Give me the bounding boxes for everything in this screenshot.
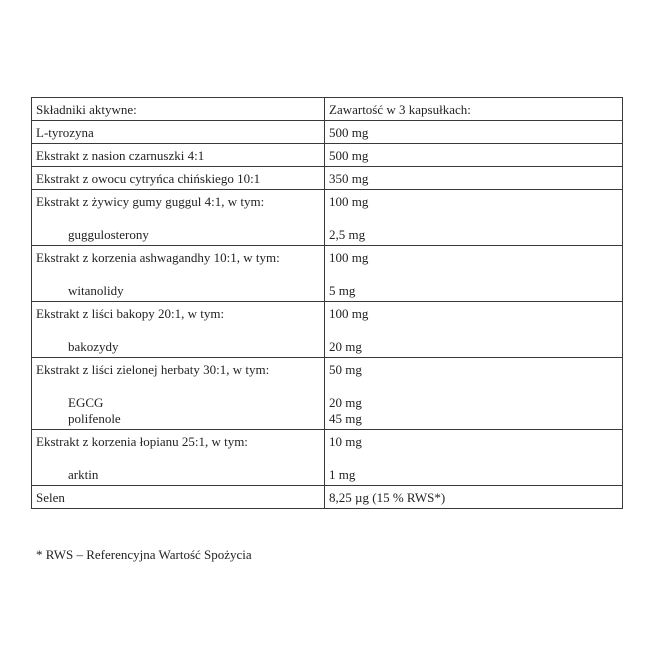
sub-ingredient-name: EGCG xyxy=(68,395,104,410)
table-row xyxy=(32,302,623,358)
table-row xyxy=(32,190,623,246)
ingredient-amount: 100 mg xyxy=(329,306,369,321)
amount-cell xyxy=(325,302,623,358)
table-row xyxy=(32,486,623,509)
ingredient-name: Ekstrakt z korzenia ashwagandhy 10:1, w tym: xyxy=(36,250,280,265)
table-row xyxy=(32,430,623,486)
header-content: Zawartość w 3 kapsułkach: xyxy=(325,98,623,121)
ingredient-cell xyxy=(32,302,325,358)
ingredient-name: Ekstrakt z żywicy gumy guggul 4:1, w tym: xyxy=(36,194,265,209)
sub-ingredient-amount: 5 mg xyxy=(329,283,356,298)
ingredient-name: Ekstrakt z liści bakopy 20:1, w tym: xyxy=(36,306,225,321)
footnote: * RWS – Referencyjna Wartość Spożycia xyxy=(36,547,252,562)
sub-ingredient-name: bakozydy xyxy=(68,339,119,354)
ingredient-amount: 50 mg xyxy=(329,362,362,377)
table-row xyxy=(32,358,623,430)
ingredient-cell xyxy=(32,246,325,302)
sub-ingredient-name: arktin xyxy=(68,467,99,482)
amount-cell xyxy=(325,190,623,246)
ingredient-cell xyxy=(32,430,325,486)
amount-cell xyxy=(325,430,623,486)
ingredient-name: Ekstrakt z korzenia łopianu 25:1, w tym: xyxy=(36,434,248,449)
ingredient-amount: 500 mg xyxy=(325,144,623,167)
sub-ingredient-name: polifenole xyxy=(68,411,121,426)
sub-ingredient-amount: 45 mg xyxy=(329,411,362,426)
table-row xyxy=(32,121,623,144)
sub-ingredient-amount: 1 mg xyxy=(329,467,356,482)
ingredient-amount: 500 mg xyxy=(325,121,623,144)
table-row xyxy=(32,246,623,302)
ingredients-document xyxy=(31,97,622,509)
amount-cell xyxy=(325,358,623,430)
ingredient-name: L-tyrozyna xyxy=(32,121,325,144)
ingredient-amount: 350 mg xyxy=(325,167,623,190)
ingredient-name: Ekstrakt z nasion czarnuszki 4:1 xyxy=(32,144,325,167)
header-ingredient: Składniki aktywne: xyxy=(32,98,325,121)
ingredient-amount: 100 mg xyxy=(329,194,369,209)
table-row xyxy=(32,144,623,167)
ingredient-amount: 8,25 µg (15 % RWS*) xyxy=(325,486,623,509)
ingredient-amount: 10 mg xyxy=(329,434,362,449)
sub-ingredient-amount: 20 mg xyxy=(329,339,362,354)
ingredient-cell xyxy=(32,190,325,246)
ingredient-amount: 100 mg xyxy=(329,250,369,265)
ingredient-name: Ekstrakt z liści zielonej herbaty 30:1, w tym: xyxy=(36,362,270,377)
sub-ingredient-amount: 2,5 mg xyxy=(329,227,366,242)
table-row xyxy=(32,167,623,190)
amount-cell xyxy=(325,246,623,302)
sub-ingredient-amount: 20 mg xyxy=(329,395,362,410)
ingredient-name: Ekstrakt z owocu cytryńca chińskiego 10:1 xyxy=(32,167,325,190)
ingredients-table xyxy=(31,97,623,509)
ingredient-cell xyxy=(32,358,325,430)
sub-ingredient-name: guggulosterony xyxy=(68,227,149,242)
ingredient-name: Selen xyxy=(32,486,325,509)
sub-ingredient-name: witanolidy xyxy=(68,283,124,298)
table-header-row xyxy=(32,98,623,121)
